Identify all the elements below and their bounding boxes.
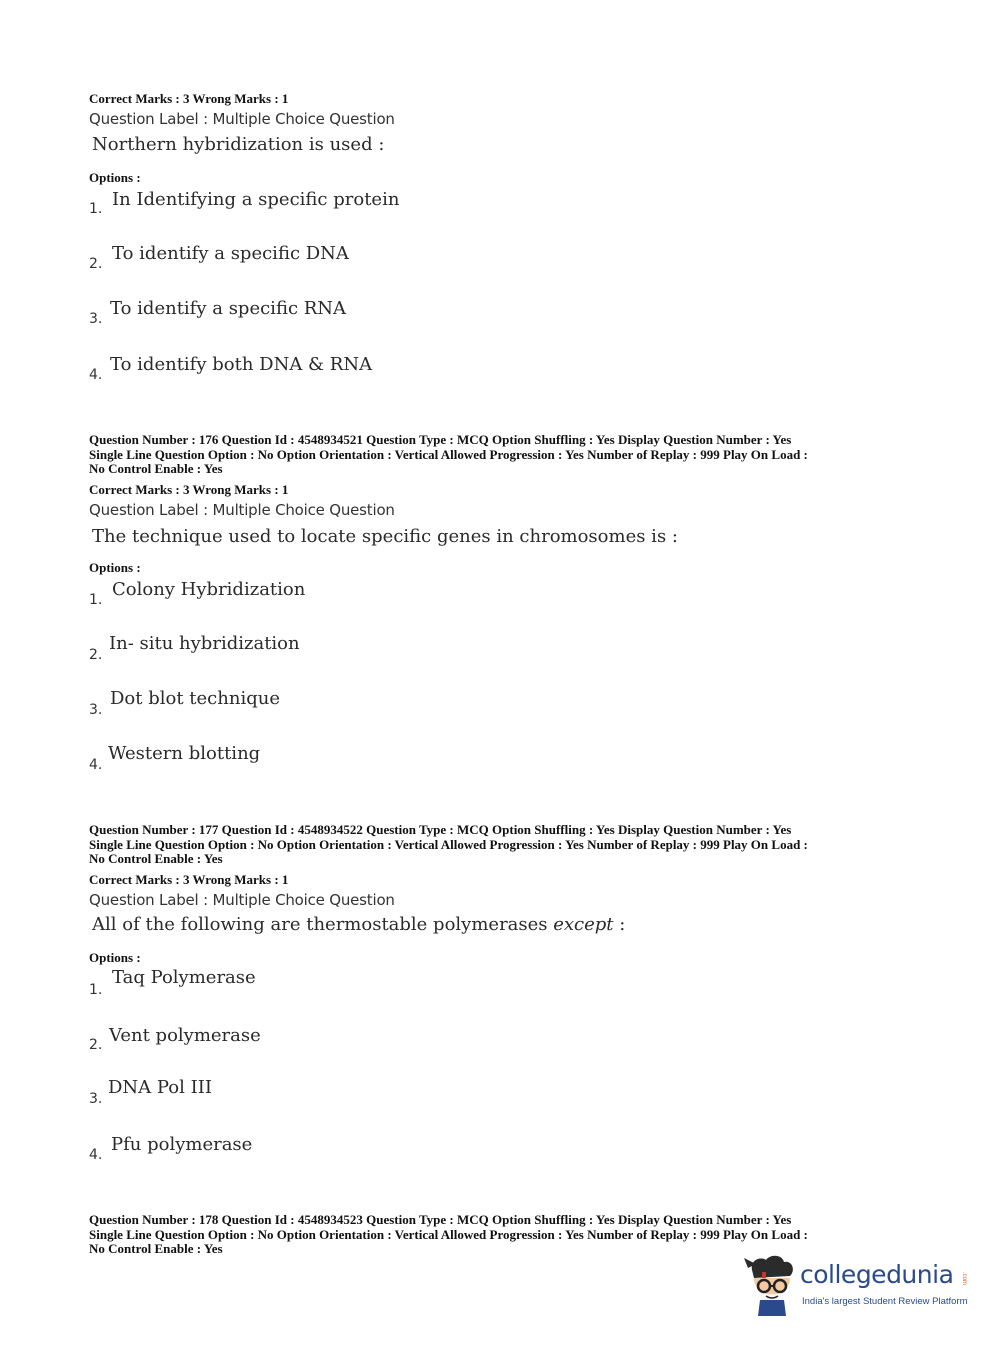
q175-question-text: Northern hybridization is used : xyxy=(92,134,385,155)
logo-tagline: India's largest Student Review Platform xyxy=(802,1296,968,1307)
q176-meta xyxy=(89,433,919,477)
q176-meta-line-3: No Control Enable : Yes xyxy=(89,461,223,477)
q176-question-text: The technique used to locate specific genes in chromosomes is : xyxy=(92,526,678,547)
q176-option-3-number: 3. xyxy=(89,702,103,718)
q175-option-1-text: In Identifying a specific protein xyxy=(112,189,400,210)
q175-option-2-number: 2. xyxy=(89,256,103,272)
q178-meta-line-2: Single Line Question Option : No Option Orientation : Vertical Allowed Progression : Yes Number of Replay : 999 Play On Load : xyxy=(89,1226,808,1242)
logo-com: .com xyxy=(961,1272,967,1286)
q177-option-2-text: Vent polymerase xyxy=(109,1025,261,1046)
q175-question-label: Question Label : Multiple Choice Question xyxy=(89,110,395,128)
q177-option-3-number: 3. xyxy=(89,1091,103,1107)
q177-question-text-emphasis: except xyxy=(553,914,614,935)
q175-option-2-text: To identify a specific DNA xyxy=(112,243,349,264)
q177-option-2-number: 2. xyxy=(89,1037,103,1053)
q176-question-label: Question Label : Multiple Choice Question xyxy=(89,501,395,519)
q177-question-text-main: All of the following are thermostable polymerases xyxy=(92,914,554,935)
q177-meta xyxy=(89,823,919,867)
q177-marks: Correct Marks : 3 Wrong Marks : 1 xyxy=(89,872,289,887)
q176-marks: Correct Marks : 3 Wrong Marks : 1 xyxy=(89,482,289,497)
q177-option-4-number: 4. xyxy=(89,1147,103,1163)
q177-option-3-text: DNA Pol III xyxy=(108,1077,212,1098)
q175-option-4-text: To identify both DNA & RNA xyxy=(110,354,373,375)
q177-question-text xyxy=(92,914,625,935)
q175-option-1-number: 1. xyxy=(89,201,103,217)
q176-option-2-text: In- situ hybridization xyxy=(109,633,300,654)
q175-marks: Correct Marks : 3 Wrong Marks : 1 xyxy=(89,91,289,106)
q177-option-1-number: 1. xyxy=(89,982,103,998)
q175-option-3-text: To identify a specific RNA xyxy=(110,298,347,319)
q176-meta-line-2: Single Line Question Option : No Option Orientation : Vertical Allowed Progression : Yes Number of Replay : 999 Play On Load : xyxy=(89,446,808,462)
q175-options-heading: Options : xyxy=(89,170,141,185)
q177-question-label: Question Label : Multiple Choice Question xyxy=(89,891,395,909)
q176-option-4-number: 4. xyxy=(89,757,103,773)
q176-option-3-text: Dot blot technique xyxy=(110,688,280,709)
q177-meta-line-2: Single Line Question Option : No Option Orientation : Vertical Allowed Progression : Yes Number of Replay : 999 Play On Load : xyxy=(89,836,808,852)
q176-options-heading: Options : xyxy=(89,560,141,575)
q177-meta-line-1: Question Number : 177 Question Id : 4548934522 Question Type : MCQ Option Shuffling : Yes Display Question Number : Yes xyxy=(89,822,792,837)
q176-option-1-text: Colony Hybridization xyxy=(112,579,306,600)
q177-option-1-text: Taq Polymerase xyxy=(112,967,256,988)
mascot-icon xyxy=(742,1250,802,1318)
q178-meta-line-3: No Control Enable : Yes xyxy=(89,1241,223,1257)
q177-meta-line-3: No Control Enable : Yes xyxy=(89,851,223,867)
q176-meta-line-1: Question Number : 176 Question Id : 4548934521 Question Type : MCQ Option Shuffling : Yes Display Question Number : Yes xyxy=(89,432,792,447)
q178-meta-line-1: Question Number : 178 Question Id : 4548934523 Question Type : MCQ Option Shuffling : Yes Display Question Number : Yes xyxy=(89,1212,792,1227)
logo-wordmark: collegedunia xyxy=(800,1260,954,1289)
q177-question-text-tail: : xyxy=(613,914,626,935)
q176-option-2-number: 2. xyxy=(89,647,103,663)
q177-options-heading: Options : xyxy=(89,950,141,965)
q175-option-3-number: 3. xyxy=(89,311,103,327)
q176-option-1-number: 1. xyxy=(89,592,103,608)
q176-option-4-text: Western blotting xyxy=(108,743,261,764)
collegedunia-logo xyxy=(742,1250,970,1320)
q177-option-4-text: Pfu polymerase xyxy=(111,1134,253,1155)
q175-option-4-number: 4. xyxy=(89,367,103,383)
